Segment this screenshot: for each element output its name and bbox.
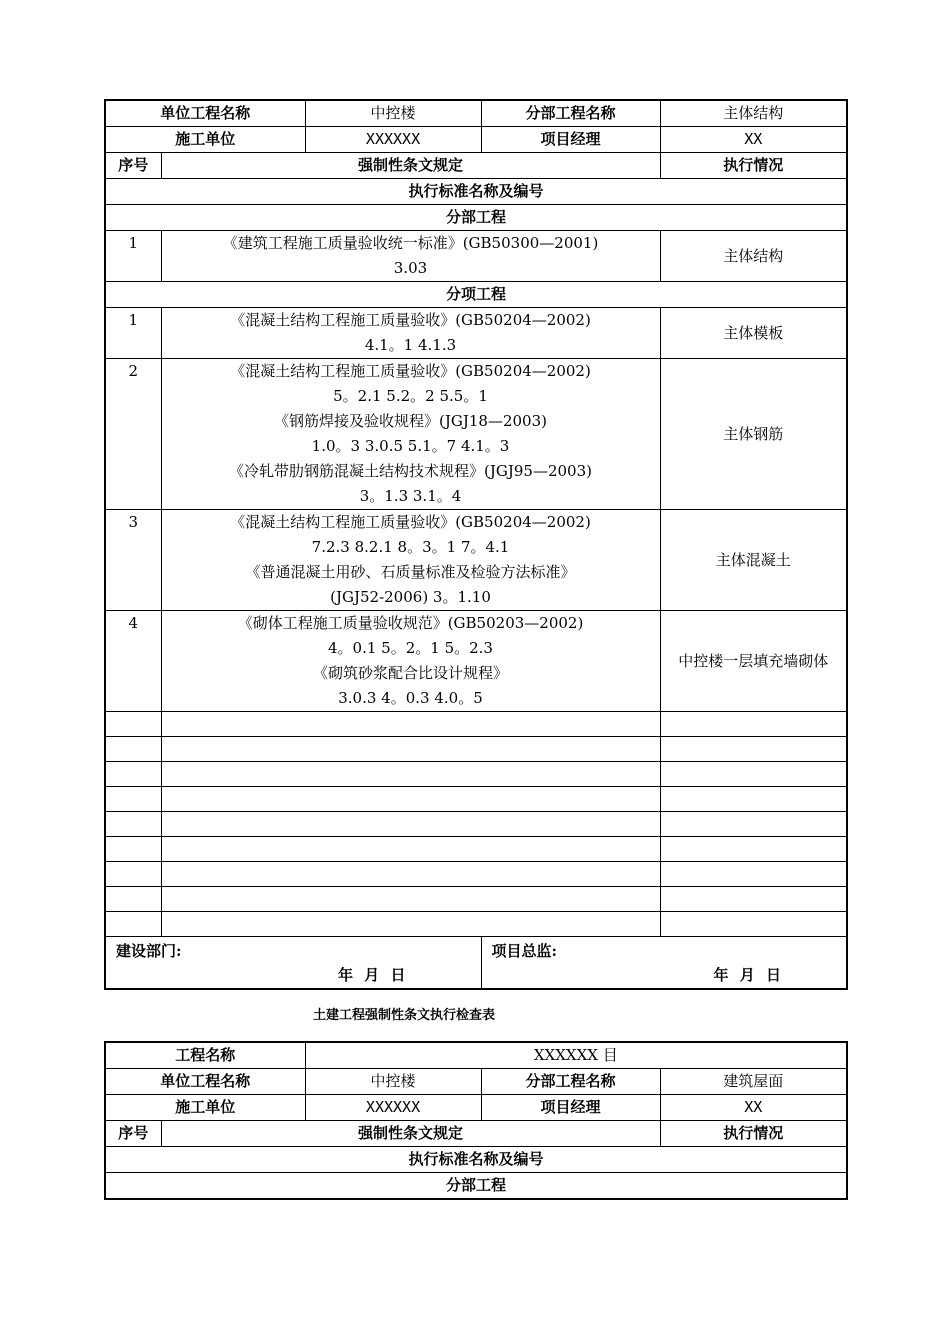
empty-cell (161, 837, 660, 862)
empty-cell (105, 787, 161, 812)
rule-cell (161, 231, 660, 282)
empty-cell (660, 912, 847, 937)
empty-cell (105, 862, 161, 887)
empty-cell (660, 812, 847, 837)
empty-cell (660, 762, 847, 787)
rule-line: 《混凝土结构工程施工质量验收》(GB50204—2002) (230, 362, 591, 380)
sub-project-value: 主体结构 (660, 100, 847, 127)
empty-cell (105, 712, 161, 737)
rule-line: 《钢筋焊接及验收规程》(JGJ18—2003) (274, 412, 547, 430)
rule-line: 5。2.1 5.2。2 5.5。1 (333, 387, 488, 405)
exec-cell: 主体混凝土 (660, 510, 847, 611)
sign-left-cell (105, 937, 481, 989)
row-number: 3 (105, 510, 161, 611)
rule-line: 《冷轧带肋钢筋混凝土结构技术规程》(JGJ95—2003) (229, 462, 592, 480)
rule-line: 4。0.1 5。2。1 5。2.3 (328, 639, 493, 657)
col-exec-header: 执行情况 (660, 153, 847, 179)
rule-cell (161, 308, 660, 359)
empty-cell (161, 712, 660, 737)
section-fenbu: 分部工程 (105, 205, 847, 231)
empty-cell (161, 762, 660, 787)
empty-cell (105, 912, 161, 937)
rule-line: 《普通混凝土用砂、石质量标准及检验方法标准》 (245, 563, 576, 581)
rule-line: 7.2.3 8.2.1 8。3。1 7。4.1 (311, 538, 510, 556)
col-exec-header: 执行情况 (660, 1121, 847, 1147)
project-supervisor-label: 项目总监: (491, 942, 558, 960)
inspection-table-main (104, 99, 848, 990)
sign-right-cell (481, 937, 847, 989)
empty-cell (660, 837, 847, 862)
empty-cell (161, 737, 660, 762)
empty-cell (660, 862, 847, 887)
empty-cell (105, 737, 161, 762)
section-fenbu: 分部工程 (105, 1173, 847, 1200)
exec-cell: 主体结构 (660, 231, 847, 282)
empty-cell (161, 787, 660, 812)
col-seq-header: 序号 (105, 1121, 161, 1147)
project-name-value: XXXXXX 目 (305, 1042, 847, 1069)
exec-cell: 主体模板 (660, 308, 847, 359)
rule-cell (161, 359, 660, 510)
empty-cell (105, 837, 161, 862)
rule-cell (161, 510, 660, 611)
rule-line: 3.0.3 4。0.3 4.0。5 (338, 689, 483, 707)
manager-label: 项目经理 (481, 127, 660, 153)
rule-line: 3。1.3 3.1。4 (359, 487, 462, 505)
unit-name-value: 中控楼 (305, 1069, 481, 1095)
rule-line: 3.03 (393, 259, 428, 277)
table-caption: 土建工程强制性条文执行检查表 (312, 1008, 495, 1023)
sign-right-date: 年 月 日 (713, 966, 784, 984)
contractor-label: 施工单位 (105, 1095, 305, 1121)
empty-cell (161, 887, 660, 912)
rule-line: 1.0。3 3.0.5 5.1。7 4.1。3 (311, 437, 510, 455)
construction-dept-label: 建设部门: (116, 942, 182, 960)
contractor-label: 施工单位 (105, 127, 305, 153)
standard-header: 执行标准名称及编号 (105, 1147, 847, 1173)
contractor-value: XXXXXX (305, 1095, 481, 1121)
sub-project-value: 建筑屋面 (660, 1069, 847, 1095)
rule-line: 《砌体工程施工质量验收规范》(GB50203—2002) (237, 614, 584, 632)
row-number: 2 (105, 359, 161, 510)
sign-left-date: 年 月 日 (338, 966, 409, 984)
section-fenxiang: 分项工程 (105, 282, 847, 308)
exec-text: 中控楼一层填充墙砌体 (678, 651, 829, 670)
row-number: 4 (105, 611, 161, 712)
empty-cell (105, 762, 161, 787)
col-rule-header: 强制性条文规定 (161, 1121, 660, 1147)
row-number: 1 (105, 231, 161, 282)
exec-cell: 主体钢筋 (660, 359, 847, 510)
standard-header: 执行标准名称及编号 (105, 179, 847, 205)
col-seq-header: 序号 (105, 153, 161, 179)
rule-line: 《混凝土结构工程施工质量验收》(GB50204—2002) (230, 513, 591, 531)
project-name-label: 工程名称 (105, 1042, 305, 1069)
rule-line: 《建筑工程施工质量验收统一标准》(GB50300—2001) (222, 234, 599, 252)
empty-cell (161, 862, 660, 887)
rule-line: 《砌筑砂浆配合比设计规程》 (313, 664, 509, 682)
manager-value: XX (660, 1095, 847, 1121)
empty-cell (660, 737, 847, 762)
unit-name-label: 单位工程名称 (105, 1069, 305, 1095)
sub-project-label: 分部工程名称 (481, 1069, 660, 1095)
col-rule-header: 强制性条文规定 (161, 153, 660, 179)
sub-project-label: 分部工程名称 (481, 100, 660, 127)
rule-cell (161, 611, 660, 712)
row-number: 1 (105, 308, 161, 359)
empty-cell (161, 912, 660, 937)
empty-cell (660, 787, 847, 812)
contractor-value: XXXXXX (305, 127, 481, 153)
empty-cell (105, 887, 161, 912)
unit-name-label: 单位工程名称 (105, 100, 305, 127)
rule-line: 《混凝土结构工程施工质量验收》(GB50204—2002) (230, 311, 591, 329)
exec-cell (660, 611, 847, 712)
empty-cell (660, 887, 847, 912)
rule-line: 4.1。1 4.1.3 (364, 336, 457, 354)
inspection-table-second (104, 1041, 848, 1200)
manager-label: 项目经理 (481, 1095, 660, 1121)
manager-value: XX (660, 127, 847, 153)
unit-name-value: 中控楼 (305, 100, 481, 127)
empty-cell (161, 812, 660, 837)
empty-cell (660, 712, 847, 737)
empty-cell (105, 812, 161, 837)
rule-line: (JGJ52-2006) 3。1.10 (330, 588, 491, 606)
